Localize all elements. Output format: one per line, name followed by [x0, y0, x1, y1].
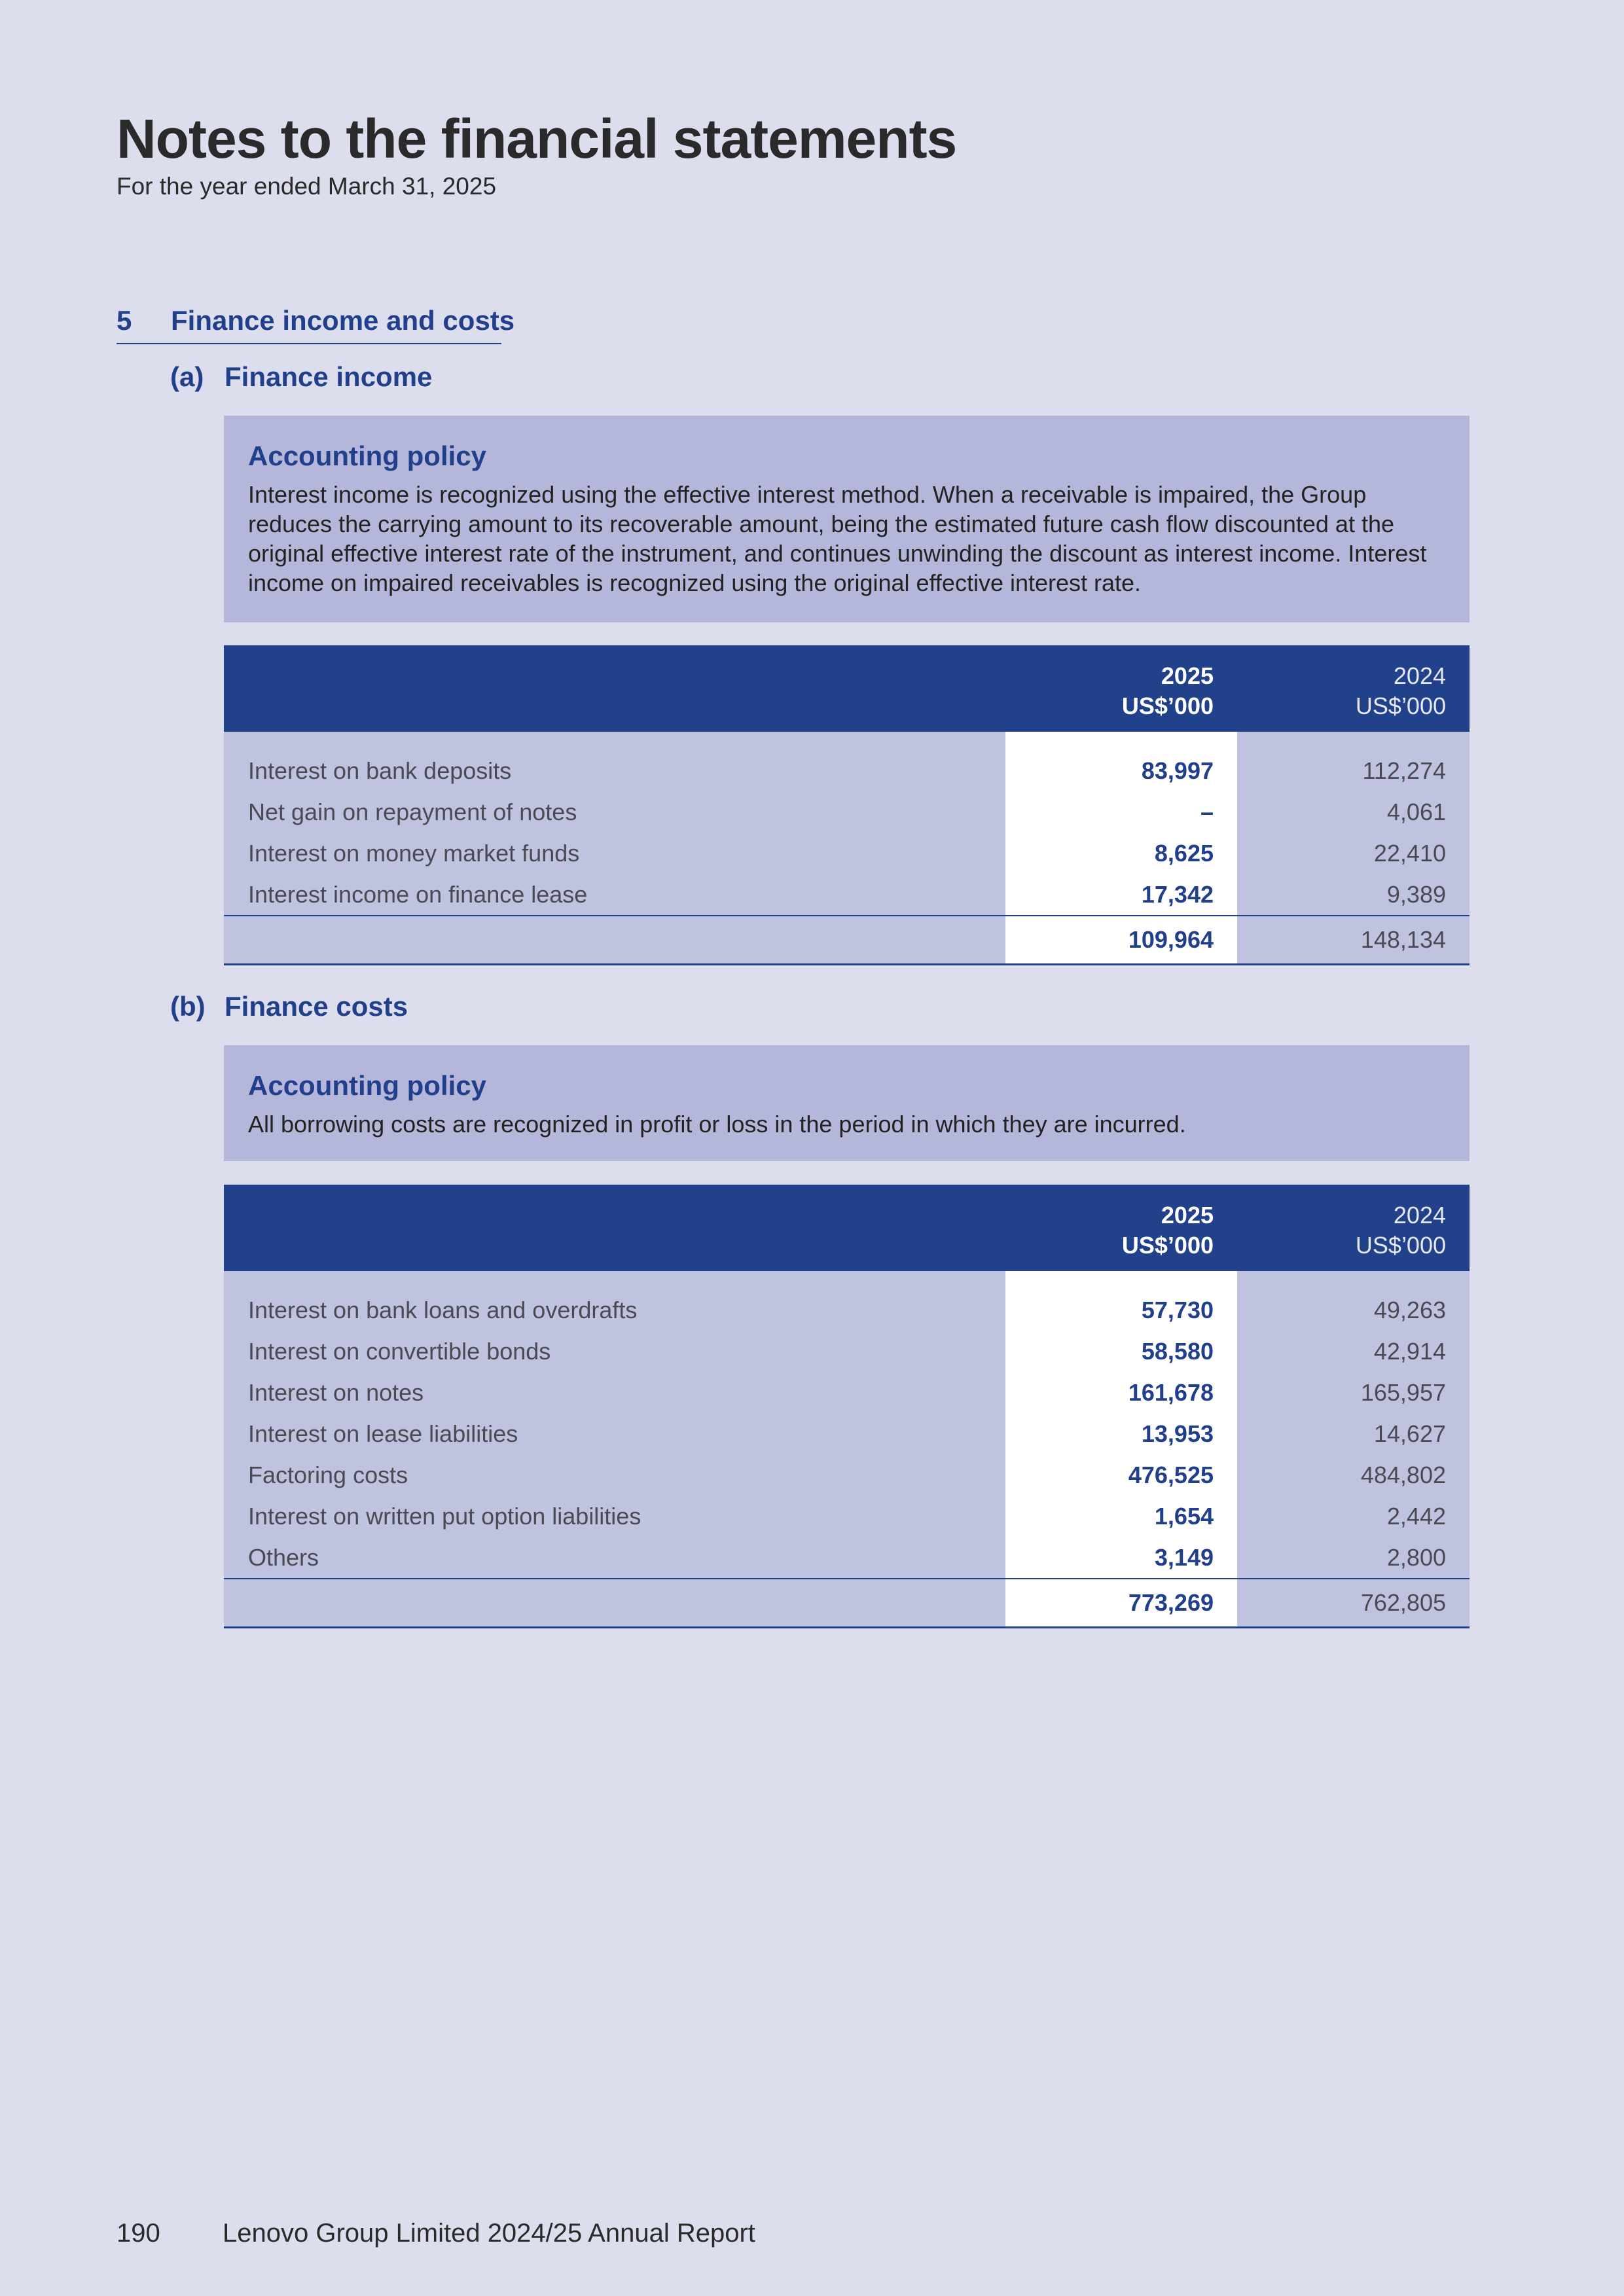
table-row [224, 1413, 1470, 1454]
value-2025: 161,678 [1005, 1372, 1237, 1413]
table-header-row [224, 645, 1470, 732]
value-2025: 3,149 [1005, 1537, 1237, 1579]
section-title: Finance income and costs [171, 305, 515, 336]
subsection-title: Finance income [225, 361, 433, 392]
table-row [224, 1454, 1470, 1496]
page-number: 190 [117, 2219, 160, 2248]
section-number: 5 [117, 305, 132, 336]
value-2024: 4,061 [1237, 791, 1470, 833]
table-row [224, 833, 1470, 874]
header-label-cell [224, 645, 1005, 732]
row-label: Interest on written put option liabilities [224, 1496, 1005, 1537]
header-2024-unit: US$’000 [1355, 1232, 1446, 1259]
policy-title: Accounting policy [248, 1070, 487, 1101]
header-2025 [1005, 645, 1237, 732]
value-2024: 14,627 [1237, 1413, 1470, 1454]
table-row [224, 1372, 1470, 1413]
header-label-cell [224, 1185, 1005, 1271]
value-2024: 484,802 [1237, 1454, 1470, 1496]
spacer-row [224, 732, 1470, 750]
row-label: Interest income on finance lease [224, 874, 1005, 916]
accounting-policy-box [224, 1045, 1470, 1161]
total-label-cell [224, 1579, 1005, 1628]
table-row [224, 1331, 1470, 1372]
row-label: Net gain on repayment of notes [224, 791, 1005, 833]
value-2025: 57,730 [1005, 1289, 1237, 1331]
row-label: Factoring costs [224, 1454, 1005, 1496]
value-2025: 17,342 [1005, 874, 1237, 916]
header-2024-year: 2024 [1393, 1202, 1446, 1229]
table-row [224, 1289, 1470, 1331]
value-2025: 1,654 [1005, 1496, 1237, 1537]
subsection-heading-finance-costs [170, 991, 408, 1022]
page-title: Notes to the financial statements [117, 108, 957, 170]
value-2024: 2,800 [1237, 1537, 1470, 1579]
value-2025: – [1005, 791, 1237, 833]
publication-title: Lenovo Group Limited 2024/25 Annual Report [223, 2219, 755, 2248]
header-2025-unit: US$’000 [1121, 1232, 1214, 1259]
table-row [224, 1537, 1470, 1579]
table-row [224, 791, 1470, 833]
header-2025 [1005, 1185, 1237, 1271]
total-2024: 762,805 [1237, 1579, 1470, 1628]
total-2025: 773,269 [1005, 1579, 1237, 1628]
row-label: Interest on convertible bonds [224, 1331, 1005, 1372]
value-2024: 9,389 [1237, 874, 1470, 916]
row-label: Interest on bank deposits [224, 750, 1005, 791]
header-2025-unit: US$’000 [1121, 692, 1214, 719]
total-2024: 148,134 [1237, 916, 1470, 965]
finance-income-table [224, 645, 1470, 965]
row-label: Interest on lease liabilities [224, 1413, 1005, 1454]
finance-costs-table [224, 1185, 1470, 1628]
row-label: Interest on bank loans and overdrafts [224, 1289, 1005, 1331]
row-label: Interest on money market funds [224, 833, 1005, 874]
value-2025: 8,625 [1005, 833, 1237, 874]
table-row [224, 874, 1470, 916]
policy-text: Interest income is recognized using the effective interest method. When a receivable is impaired, the Group reduces the carrying amount to its recoverable amount, being the estimated future cash flow discounted at the original effective interest rate of the instrument, and continues unwinding the discount as interest income. Interest income on impaired receivables is recognized using the original effective interest rate. [248, 481, 1427, 596]
value-2025: 13,953 [1005, 1413, 1237, 1454]
value-2025: 58,580 [1005, 1331, 1237, 1372]
value-2024: 112,274 [1237, 750, 1470, 791]
policy-text: All borrowing costs are recognized in profit or loss in the period in which they are incurred. [248, 1111, 1186, 1138]
value-2024: 49,263 [1237, 1289, 1470, 1331]
header-2024 [1237, 645, 1470, 732]
header-2025-year: 2025 [1161, 662, 1214, 689]
total-row [224, 1579, 1470, 1628]
header-2024 [1237, 1185, 1470, 1271]
accounting-policy-box [224, 416, 1470, 622]
value-2025: 83,997 [1005, 750, 1237, 791]
table-header-row [224, 1185, 1470, 1271]
total-label-cell [224, 916, 1005, 965]
subsection-letter: (b) [170, 991, 206, 1022]
table-row [224, 1496, 1470, 1537]
page-footer [117, 2219, 755, 2248]
subsection-heading-finance-income [170, 361, 432, 393]
row-label: Others [224, 1537, 1005, 1579]
total-row [224, 916, 1470, 965]
header-2025-year: 2025 [1161, 1202, 1214, 1229]
header-2024-unit: US$’000 [1355, 692, 1446, 719]
value-2024: 42,914 [1237, 1331, 1470, 1372]
header-2024-year: 2024 [1393, 662, 1446, 689]
subsection-letter: (a) [170, 361, 204, 392]
subsection-title: Finance costs [225, 991, 408, 1022]
section-heading [117, 305, 515, 344]
value-2024: 2,442 [1237, 1496, 1470, 1537]
value-2025: 476,525 [1005, 1454, 1237, 1496]
page-subtitle: For the year ended March 31, 2025 [117, 173, 497, 200]
policy-title: Accounting policy [248, 440, 487, 471]
spacer-row [224, 1271, 1470, 1289]
value-2024: 165,957 [1237, 1372, 1470, 1413]
row-label: Interest on notes [224, 1372, 1005, 1413]
table-row [224, 750, 1470, 791]
value-2024: 22,410 [1237, 833, 1470, 874]
total-2025: 109,964 [1005, 916, 1237, 965]
